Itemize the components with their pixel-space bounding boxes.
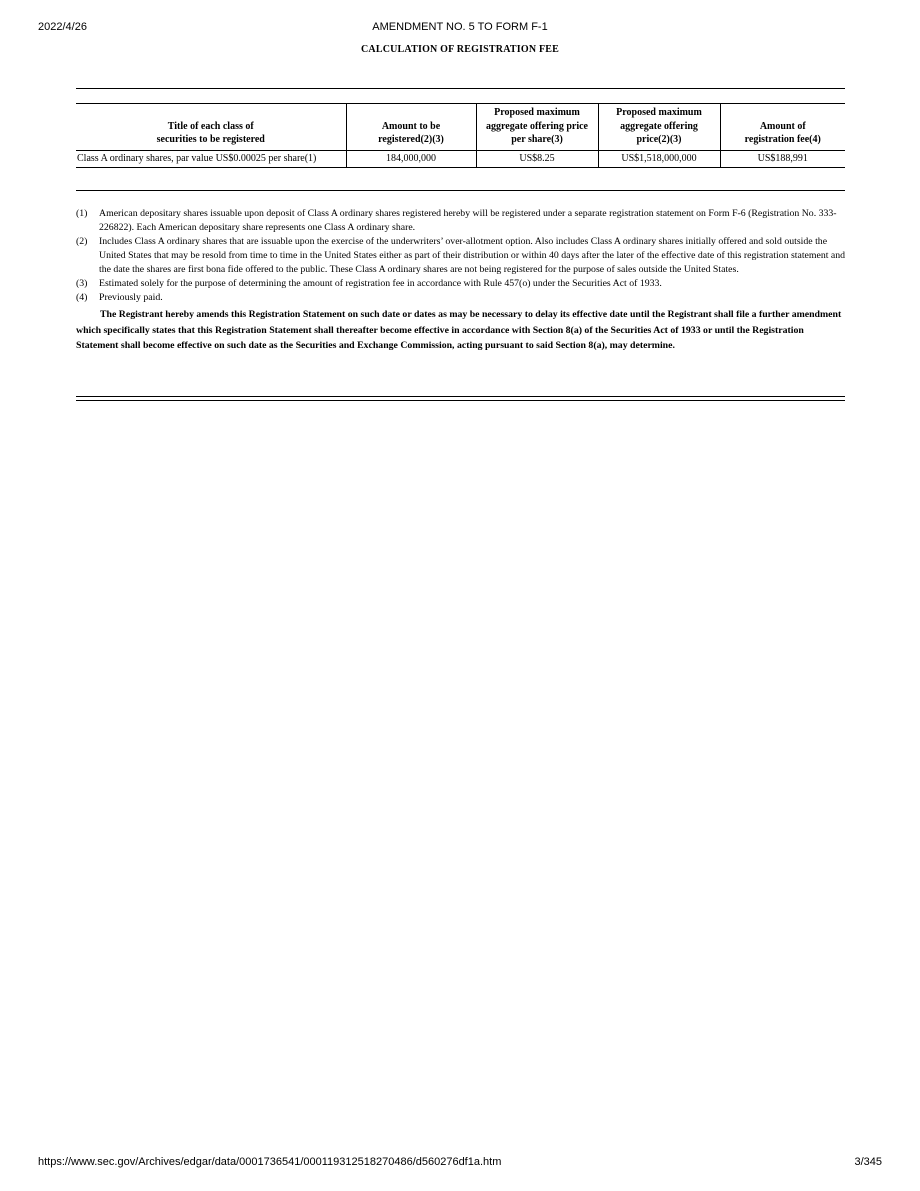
footnotes — [76, 207, 848, 354]
top-rule — [76, 88, 845, 89]
footnote-1: (1) American depositary shares issuable upon deposit of Class A ordinary shares registered hereby will be registered under a separate registration statement on Form F-6 (Registration No. 333-226822). Each American depositary share represents one Class A ordinary share. — [76, 208, 837, 233]
cell-fee: US$188,991 — [720, 150, 845, 167]
delaying-amendment-legend: The Registrant hereby amends this Registration Statement on such date or dates as may be necessary to delay its effective date until the Registrant shall file a further amendment which specifically states that this Registration Statement shall thereafter become effective in accordance with Section 8(a) of the Securities Act of 1933 or until the Registration Statement shall become effective on such date as the Securities and Exchange Commission, acting pursuant to said Section 8(a), may determine. — [76, 309, 842, 351]
header-registration-fee: Amount of registration fee(4) — [720, 104, 845, 151]
double-rule-top — [76, 396, 845, 397]
print-title: AMENDMENT NO. 5 TO FORM F-1 — [372, 21, 548, 33]
double-rule-bottom — [76, 400, 845, 401]
table-row — [76, 150, 845, 167]
print-header — [38, 21, 882, 35]
print-date: 2022/4/26 — [38, 21, 87, 33]
header-price-per-share: Proposed maximum aggregate offering price per share(3) — [476, 104, 598, 151]
cell-amount: 184,000,000 — [346, 150, 476, 167]
cell-price-per-share: US$8.25 — [476, 150, 598, 167]
registration-fee-table — [76, 103, 845, 168]
cell-aggregate-price: US$1,518,000,000 — [598, 150, 720, 167]
header-aggregate-price: Proposed maximum aggregate offering price(2)(3) — [598, 104, 720, 151]
footnote-2: (2) Includes Class A ordinary shares that are issuable upon the exercise of the underwriters’ over-allotment option. Also includes Class A ordinary shares initially offered and sold outside the United States that may be resold from time to time in the United States either as part of their distribution or within 40 days after the later of the effective date of this registration statement and the date the shares are first bona fide offered to the public. These Class A ordinary shares are not being registered for the purpose of sales outside the United States. — [76, 236, 846, 275]
footnote-4: (4) Previously paid. — [76, 292, 163, 303]
page-number: 3/345 — [854, 1156, 882, 1168]
section-title: CALCULATION OF REGISTRATION FEE — [361, 44, 559, 55]
page-url: https://www.sec.gov/Archives/edgar/data/0001736541/000119312518270486/d560276df1a.htm — [38, 1156, 502, 1168]
footnote-3: (3) Estimated solely for the purpose of determining the amount of registration fee in accordance with Rule 457(o) under the Securities Act of 1933. — [76, 278, 662, 289]
header-amount-registered: Amount to be registered(2)(3) — [346, 104, 476, 151]
table-header-row — [76, 104, 845, 151]
cell-title: Class A ordinary shares, par value US$0.00025 per share(1) — [76, 150, 346, 167]
table-bottom-rule — [76, 190, 845, 191]
print-footer — [38, 1156, 882, 1170]
header-title-of-class: Title of each class of securities to be registered — [76, 104, 346, 151]
